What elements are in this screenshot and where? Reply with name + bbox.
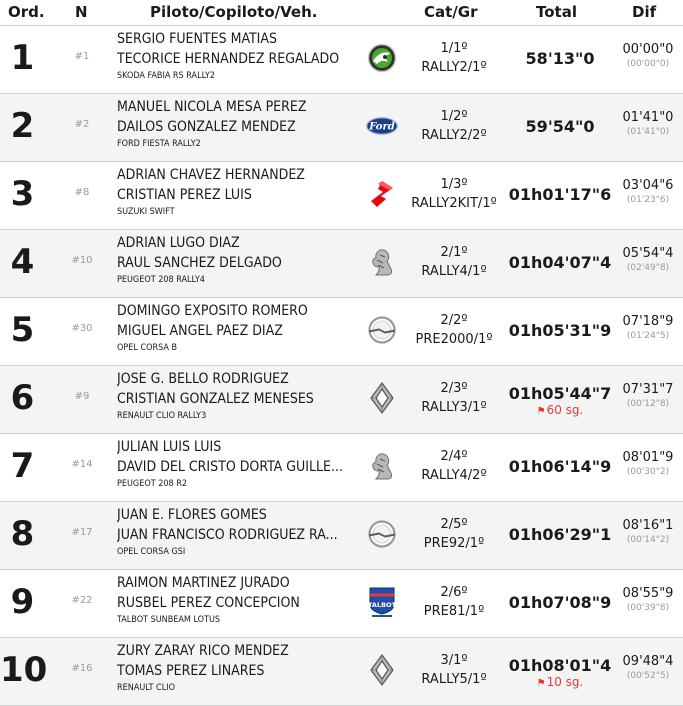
codriver-name[interactable]: RAUL SANCHEZ DELGADO [117, 255, 282, 271]
category-info [404, 515, 504, 553]
total-time: 01h08'01"4 [508, 656, 612, 675]
table-row[interactable] [0, 162, 683, 230]
header-piloto: Piloto/Copiloto/Veh. [150, 3, 318, 21]
difference [616, 313, 680, 342]
svg-text:TALBOT: TALBOT [367, 601, 397, 609]
driver-name[interactable]: MANUEL NICOLA MESA PEREZ [117, 99, 307, 115]
total-time: 58'13"0 [525, 49, 595, 68]
penalty-badge [498, 675, 622, 689]
driver-name[interactable]: JUAN E. FLORES GOMES [117, 507, 267, 523]
vehicle-name: TALBOT SUNBEAM LOTUS [117, 615, 221, 625]
header-dif: Dif [632, 3, 657, 21]
group-position: RALLY4/2º [421, 468, 487, 483]
category-info [404, 379, 504, 417]
class-position: 2/4º [440, 449, 468, 464]
penalty-badge [498, 403, 622, 417]
total-time: 01h04'07"4 [508, 253, 612, 272]
difference [616, 381, 680, 410]
gap-to-leader: 07'18"9 [622, 314, 674, 329]
position: 8 [10, 514, 35, 554]
difference [616, 177, 680, 206]
category-info [404, 583, 504, 621]
gap-to-leader: 08'55"9 [622, 586, 674, 601]
category-info [404, 175, 504, 213]
driver-name[interactable]: JOSE G. BELLO RODRIGUEZ [117, 371, 289, 387]
difference [616, 517, 680, 546]
crew-info [117, 437, 359, 491]
vehicle-name: FORD FIESTA RALLY2 [117, 139, 201, 149]
car-number: #17 [71, 527, 93, 538]
vehicle-name: RENAULT CLIO RALLY3 [117, 411, 207, 421]
car-number: #10 [71, 255, 93, 266]
gap-to-leader: 05'54"4 [622, 246, 674, 261]
class-position: 2/6º [440, 585, 468, 600]
header-ord: Ord. [8, 3, 45, 21]
table-row[interactable] [0, 26, 683, 94]
gap-to-leader: 03'04"6 [622, 178, 674, 193]
position: 4 [10, 242, 35, 282]
table-row[interactable] [0, 298, 683, 366]
category-info [404, 39, 504, 77]
group-position: RALLY5/1º [421, 672, 487, 687]
crew-info [117, 641, 359, 695]
penalty-flag-icon: ⚑ [536, 406, 546, 417]
crew-info [117, 301, 359, 355]
group-position: RALLY3/1º [421, 400, 487, 415]
category-info [404, 447, 504, 485]
difference [616, 653, 680, 682]
difference [616, 41, 680, 70]
ford-logo-icon [366, 110, 398, 142]
codriver-name[interactable]: DAILOS GONZALEZ MENDEZ [117, 119, 296, 135]
vehicle-name: OPEL CORSA GSI [117, 547, 186, 557]
codriver-name[interactable]: MIGUEL ANGEL PAEZ DIAZ [117, 323, 283, 339]
renault-logo-icon [366, 382, 398, 414]
driver-name[interactable]: ADRIAN CHAVEZ HERNANDEZ [117, 167, 305, 183]
results-table [0, 26, 683, 706]
car-number: #22 [71, 595, 93, 606]
gap-to-previous: (01'23"6) [626, 195, 670, 205]
crew-info [117, 165, 359, 219]
category-info [404, 651, 504, 689]
codriver-name[interactable]: CRISTIAN PEREZ LUIS [117, 187, 252, 203]
renault-logo-icon [366, 654, 398, 686]
gap-to-leader: 09'48"4 [622, 654, 674, 669]
gap-to-leader: 07'31"7 [622, 382, 674, 397]
vehicle-name: OPEL CORSA B [117, 343, 178, 353]
total-time: 01h01'17"6 [508, 185, 612, 204]
skoda-logo-icon [366, 42, 398, 74]
results-header [0, 0, 683, 26]
codriver-name[interactable]: RUSBEL PEREZ CONCEPCION [117, 595, 300, 611]
difference [616, 109, 680, 138]
group-position: RALLY2KIT/1º [411, 196, 497, 211]
position: 1 [10, 38, 35, 78]
difference [616, 449, 680, 478]
vehicle-name: PEUGEOT 208 R2 [117, 479, 188, 489]
gap-to-previous: (00'00"0) [626, 59, 670, 69]
crew-info [117, 97, 359, 151]
codriver-name[interactable]: TOMAS PEREZ LINARES [117, 663, 265, 679]
car-number: #14 [71, 459, 93, 470]
gap-to-previous: (00'39"8) [626, 603, 670, 613]
group-position: RALLY4/1º [421, 264, 487, 279]
difference [616, 585, 680, 614]
table-row[interactable] [0, 230, 683, 298]
vehicle-name: SKODA FABIA RS RALLY2 [117, 71, 215, 81]
total-time: 01h06'29"1 [508, 525, 612, 544]
gap-to-previous: (00'14"2) [626, 535, 670, 545]
gap-to-previous: (00'12"8) [626, 399, 670, 409]
position: 9 [10, 582, 35, 622]
driver-name[interactable]: ADRIAN LUGO DIAZ [117, 235, 240, 251]
driver-name[interactable]: SERGIO FUENTES MATIAS [117, 31, 277, 47]
crew-info [117, 233, 359, 287]
table-row[interactable] [0, 638, 683, 706]
vehicle-name: PEUGEOT 208 RALLY4 [117, 275, 205, 285]
total-time: 01h06'14"9 [508, 457, 612, 476]
car-number: #16 [71, 663, 93, 674]
gap-to-leader: 08'16"1 [622, 518, 674, 533]
table-row[interactable] [0, 94, 683, 162]
class-position: 1/1º [440, 41, 468, 56]
suzuki-logo-icon [366, 178, 398, 210]
opel-logo-icon [366, 314, 398, 346]
talbot-logo-icon [366, 586, 398, 618]
vehicle-name: SUZUKI SWIFT [117, 207, 175, 217]
vehicle-name: RENAULT CLIO [117, 683, 175, 693]
driver-name[interactable]: RAIMON MARTINEZ JURADO [117, 575, 290, 591]
total-time: 01h05'31"9 [508, 321, 612, 340]
position: 5 [10, 310, 35, 350]
header-cat: Cat/Gr [424, 3, 478, 21]
gap-to-previous: (01'41"0) [626, 127, 670, 137]
driver-name[interactable]: ZURY ZARAY RICO MENDEZ [117, 643, 289, 659]
class-position: 3/1º [440, 653, 468, 668]
total-time: 01h07'08"9 [508, 593, 612, 612]
class-position: 1/2º [440, 109, 468, 124]
group-position: PRE81/1º [423, 604, 485, 619]
penalty-text: 10 sg. [546, 675, 584, 689]
header-n: N [75, 3, 88, 21]
total-time: 59'54"0 [525, 117, 595, 136]
gap-to-leader: 08'01"9 [622, 450, 674, 465]
category-info [404, 107, 504, 145]
driver-name[interactable]: DOMINGO EXPOSITO ROMERO [117, 303, 308, 319]
position: 2 [10, 106, 35, 146]
gap-to-previous: (00'52"5) [626, 671, 670, 681]
penalty-text: 60 sg. [546, 403, 584, 417]
penalty-flag-icon: ⚑ [536, 678, 546, 689]
total-time: 01h05'44"7 [508, 384, 612, 403]
peugeot-logo-icon [366, 450, 398, 482]
gap-to-previous: (01'24"5) [626, 331, 670, 341]
position: 10 [0, 650, 48, 690]
table-row[interactable] [0, 366, 683, 434]
car-number: #1 [74, 51, 90, 62]
group-position: PRE92/1º [423, 536, 485, 551]
category-info [404, 311, 504, 349]
table-row[interactable] [0, 570, 683, 638]
group-position: PRE2000/1º [415, 332, 493, 347]
crew-info [117, 369, 359, 423]
table-row[interactable] [0, 502, 683, 570]
group-position: RALLY2/1º [421, 60, 487, 75]
category-info [404, 243, 504, 281]
gap-to-leader: 01'41"0 [622, 110, 674, 125]
position: 6 [10, 378, 35, 418]
group-position: RALLY2/2º [421, 128, 487, 143]
codriver-name[interactable]: TECORICE HERNANDEZ REGALADO [117, 51, 340, 67]
gap-to-previous: (00'30"2) [626, 467, 670, 477]
class-position: 2/2º [440, 313, 468, 328]
gap-to-leader: 00'00"0 [622, 42, 674, 57]
svg-text:Ford: Ford [369, 121, 395, 133]
difference [616, 245, 680, 274]
codriver-name[interactable]: JUAN FRANCISCO RODRIGUEZ RA... [117, 527, 338, 543]
position: 7 [10, 446, 35, 486]
car-number: #9 [74, 391, 90, 402]
codriver-name[interactable]: DAVID DEL CRISTO DORTA GUILLE... [117, 459, 343, 475]
table-row[interactable] [0, 434, 683, 502]
peugeot-logo-icon [366, 246, 398, 278]
driver-name[interactable]: JULIAN LUIS LUIS [117, 439, 222, 455]
class-position: 2/1º [440, 245, 468, 260]
crew-info [117, 573, 359, 627]
header-total: Total [536, 3, 577, 21]
car-number: #8 [74, 187, 90, 198]
class-position: 2/3º [440, 381, 468, 396]
gap-to-previous: (02'49"8) [626, 263, 670, 273]
class-position: 1/3º [440, 177, 468, 192]
codriver-name[interactable]: CRISTIAN GONZALEZ MENESES [117, 391, 314, 407]
position: 3 [10, 174, 35, 214]
class-position: 2/5º [440, 517, 468, 532]
opel-logo-icon [366, 518, 398, 550]
car-number: #30 [71, 323, 93, 334]
crew-info [117, 505, 359, 559]
crew-info [117, 29, 359, 83]
car-number: #2 [74, 119, 90, 130]
